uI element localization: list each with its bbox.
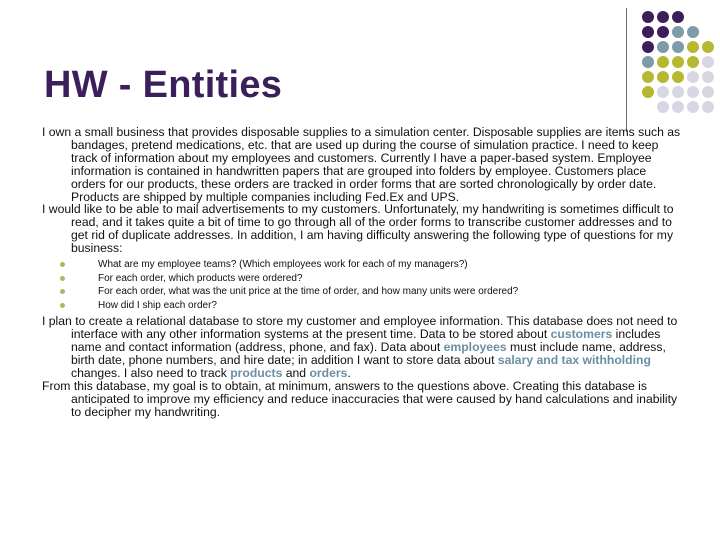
decorative-dot xyxy=(672,11,684,23)
decorative-dot xyxy=(687,86,699,98)
decorative-dot xyxy=(657,56,669,68)
list-item xyxy=(42,299,682,313)
decorative-dot xyxy=(642,86,654,98)
entity-employees: employees xyxy=(443,340,507,355)
text-segment: and xyxy=(282,366,310,381)
decorative-dot xyxy=(702,86,714,98)
decorative-dot xyxy=(702,71,714,83)
decorative-dot xyxy=(687,26,699,38)
decorative-dot xyxy=(642,71,654,83)
paragraph-business-description: I own a small business that provides disposable supplies to a simulation center. Disposable supplies are items such as bandages, pretend medications, etc. that are used up during the course of simulation practice. I need to keep track of information about my employees and customers. Currently I have a paper-based system. Employee information is contained in handwritten papers that are grouped into folders by employee. Customers place orders for our products, these orders are tracked in order forms that are sorted chronologically by order date. Products are shipped by multiple companies including Fed.Ex and UPS. xyxy=(42,125,681,204)
text-segment: . xyxy=(347,366,351,381)
decorative-dot xyxy=(702,56,714,68)
entity-customers: customers xyxy=(550,327,613,342)
decorative-dot xyxy=(642,56,654,68)
decorative-dot xyxy=(672,56,684,68)
bullet-icon xyxy=(60,303,65,308)
question-text: What are my employee teams? (Which employees work for each of my managers?) xyxy=(98,259,468,271)
paragraph-database-plan xyxy=(42,315,682,380)
question-text: How did I ship each order? xyxy=(98,299,217,311)
bullet-icon xyxy=(60,262,65,267)
bullet-icon xyxy=(60,276,65,281)
decorative-dot xyxy=(657,26,669,38)
decorative-dot xyxy=(642,41,654,53)
decorative-dot xyxy=(687,56,699,68)
paragraph-goal: From this database, my goal is to obtain, at minimum, answers to the questions above. Creating this database is anticipated to improve my efficiency and reduce inaccuracies that were caused by hand calculations and inability to decipher my handwriting. xyxy=(42,378,678,419)
decorative-dot xyxy=(672,86,684,98)
entity-orders: orders xyxy=(309,366,348,381)
decorative-dot xyxy=(672,101,684,113)
question-text: For each order, what was the unit price at the time of order, and how many units were ordered? xyxy=(98,286,519,298)
text-segment: I plan to create a relational database to store my customer and employee information. This database does not need to interface with any other information systems at the present time. Data to be stored about xyxy=(42,314,678,342)
decorative-dot xyxy=(687,41,699,53)
decorative-dot xyxy=(702,101,714,113)
decorative-dot xyxy=(687,71,699,83)
decorative-dot xyxy=(672,41,684,53)
decorative-dot xyxy=(642,26,654,38)
decorative-dot xyxy=(702,41,714,53)
list-item xyxy=(42,258,682,272)
decorative-dot xyxy=(657,71,669,83)
text-segment: changes. I also need to track xyxy=(71,366,231,381)
slide-body xyxy=(42,126,682,419)
question-text: For each order, which products were ordered? xyxy=(98,272,303,284)
decorative-dot xyxy=(657,41,669,53)
list-item xyxy=(42,285,682,299)
decorative-dot xyxy=(657,101,669,113)
text-segment: must include name, address, birth date, phone numbers, and hire date; in addition I want to store data about xyxy=(71,340,666,368)
entity-products: products xyxy=(230,366,283,381)
decorative-dot xyxy=(672,26,684,38)
paragraph-mailing-problem: I would like to be able to mail advertisements to my customers. Unfortunately, my handwriting is sometimes difficult to read, and it takes quite a bit of time to go through all of the order forms to transcribe customer addresses and to get rid of duplicate addresses. In addition, I am having difficulty answering the following type of questions for my business: xyxy=(42,202,674,256)
bullet-icon xyxy=(60,289,65,294)
text-segment: includes name and contact information (address, phone, and fax). Data about xyxy=(71,327,661,355)
list-item xyxy=(42,272,682,286)
decorative-dot xyxy=(672,71,684,83)
decorative-dot xyxy=(657,11,669,23)
decorative-dot xyxy=(687,101,699,113)
entity-salary-tax: salary and tax withholding xyxy=(497,353,651,368)
decorative-dot xyxy=(642,11,654,23)
question-list xyxy=(42,258,682,312)
decorative-dot xyxy=(657,86,669,98)
divider-line xyxy=(626,8,627,132)
slide-title: HW - Entities xyxy=(44,64,283,106)
